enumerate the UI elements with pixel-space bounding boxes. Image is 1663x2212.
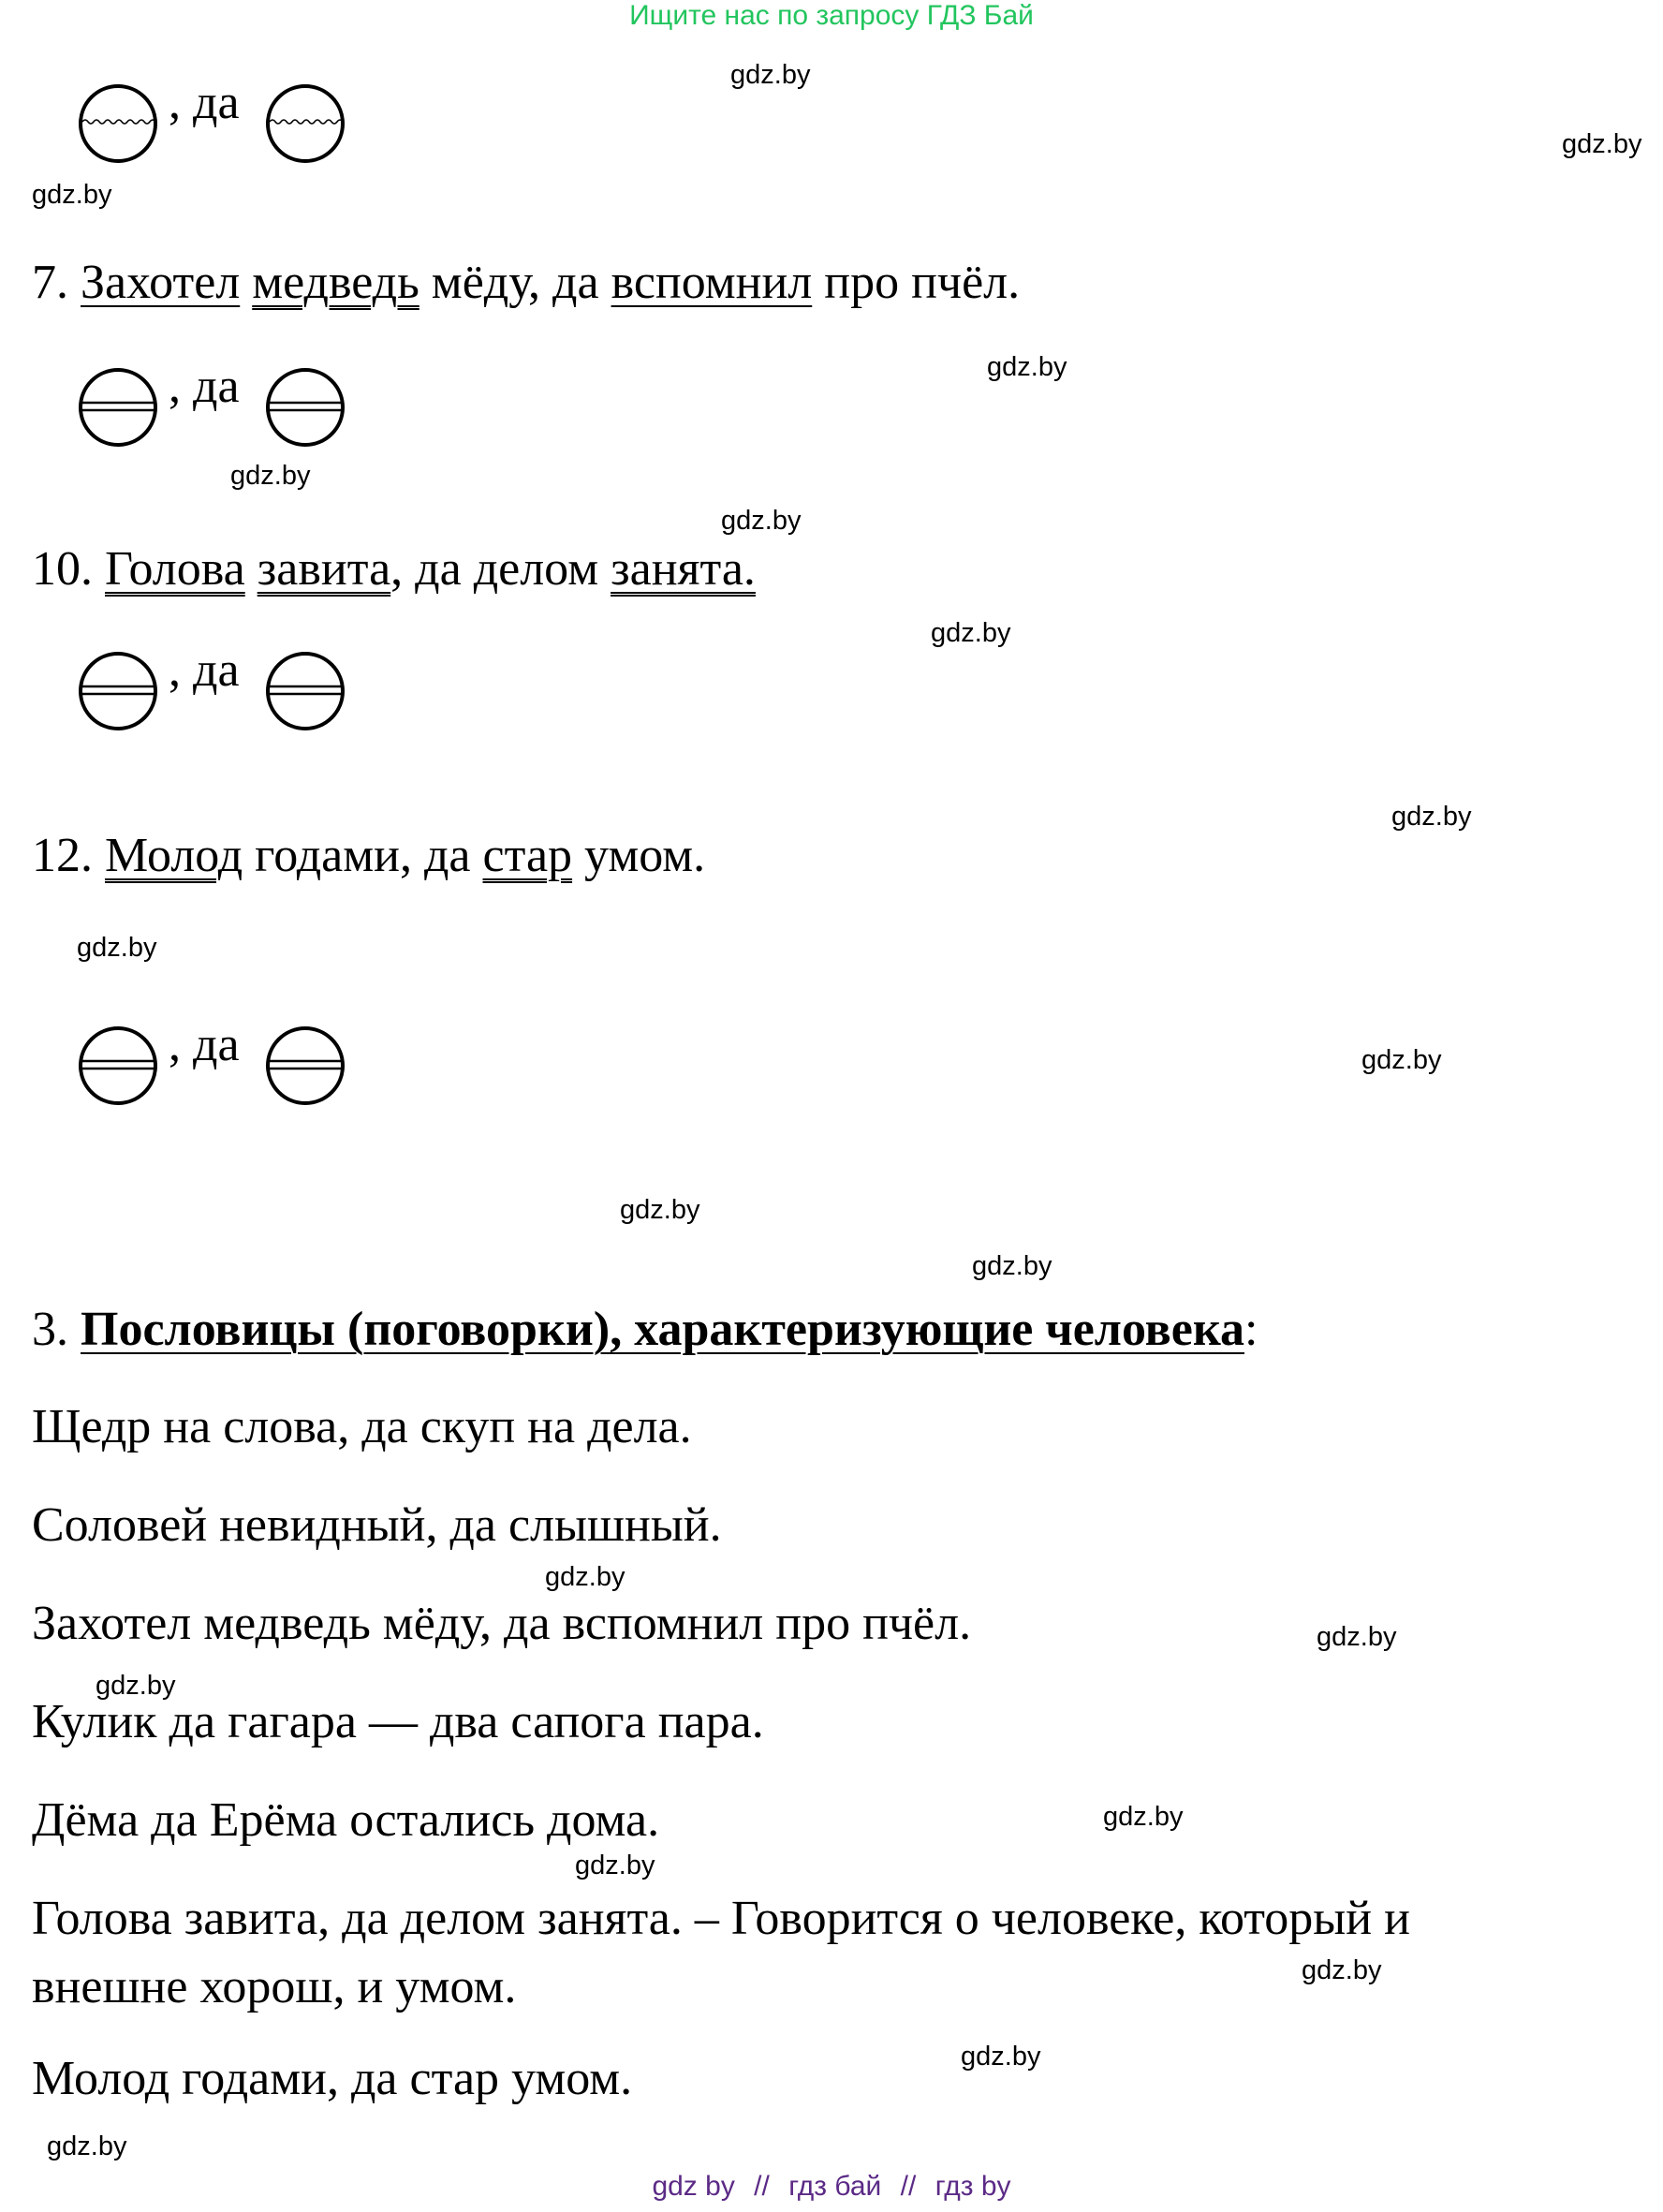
watermark: gdz.by (545, 1562, 625, 1592)
proverb-line: Молод годами, да стар умом. (32, 2052, 633, 2105)
double-line-circle-icon (71, 642, 165, 736)
predicate: стар (482, 829, 573, 882)
sentence-number: 10. (32, 542, 93, 596)
sentence-12 (32, 828, 705, 884)
plain-text: годами, да (255, 829, 471, 882)
subject: медведь (252, 256, 419, 309)
plain-text: мёду, да (431, 256, 599, 309)
watermark: gdz.by (96, 1671, 176, 1701)
double-line-circle-icon (71, 1017, 165, 1111)
footer-link-gdz-bai[interactable]: гдз бай (788, 2171, 882, 2202)
sentence-number: 12. (32, 829, 93, 882)
watermark: gdz.by (1361, 1045, 1442, 1075)
sentence-10 (32, 541, 756, 597)
footer-separator: // (754, 2171, 770, 2202)
double-line-circle-icon (71, 359, 165, 452)
double-line-circle-icon (258, 1017, 352, 1111)
footer-link-gdz-by[interactable]: gdz by (652, 2171, 735, 2202)
footer-links (0, 2171, 1663, 2203)
watermark: gdz.by (230, 461, 311, 491)
predicate: Захотел (81, 256, 241, 309)
predicate: занята. (611, 542, 756, 596)
plain-text: умом. (584, 829, 706, 882)
proverb-line: внешне хорош, и умом. (32, 1960, 517, 2013)
watermark: gdz.by (987, 352, 1067, 382)
subject: Голова (105, 542, 245, 596)
sentence-7 (32, 255, 1020, 311)
watermark: gdz.by (961, 2042, 1041, 2072)
scheme-double (71, 1017, 352, 1107)
scheme-double (71, 359, 352, 449)
wavy-circle-icon (258, 75, 352, 169)
proverb-line: Кулик да гагара — два сапога пара. (32, 1695, 764, 1748)
banner-text: Ищите нас по запросу ГДЗ Бай (629, 0, 1034, 31)
watermark: gdz.by (1103, 1802, 1184, 1832)
scheme-conjunction: , да (169, 360, 240, 413)
section-colon: : (1244, 1303, 1258, 1356)
plain-text: про пчёл. (824, 256, 1021, 309)
predicate: завита (257, 542, 391, 596)
sentence-number: 7. (32, 256, 68, 309)
scheme-wavy (71, 75, 352, 165)
proverb-line: Захотел медведь мёду, да вспомнил про пчёл. (32, 1597, 972, 1650)
predicate: вспомнил (611, 256, 813, 309)
proverb-line: Соловей невидный, да слышный. (32, 1498, 722, 1552)
subject: Молод (105, 829, 243, 882)
watermark: gdz.by (730, 60, 811, 90)
plain-text: , да делом (390, 542, 599, 596)
watermark: gdz.by (1317, 1622, 1397, 1652)
top-banner (0, 0, 1663, 32)
watermark: gdz.by (1302, 1955, 1382, 1985)
proverb-line: Голова завита, да делом занята. – Говорится о человеке, который и (32, 1892, 1410, 1945)
scheme-conjunction: , да (169, 76, 240, 129)
double-line-circle-icon (258, 642, 352, 736)
watermark: gdz.by (972, 1251, 1052, 1281)
scheme-conjunction: , да (169, 1018, 240, 1071)
footer-link-gdz-by-cyr[interactable]: гдз by (935, 2171, 1011, 2202)
watermark: gdz.by (32, 180, 112, 210)
section-number: 3. (32, 1303, 68, 1356)
watermark: gdz.by (47, 2131, 127, 2161)
watermark: gdz.by (931, 618, 1011, 648)
watermark: gdz.by (721, 506, 802, 536)
proverb-line: Щедр на слова, да скуп на дела. (32, 1400, 692, 1453)
wavy-circle-icon (71, 75, 165, 169)
section-heading (32, 1302, 1258, 1358)
section-title: Пословицы (поговорки), характеризующие человека (81, 1303, 1244, 1356)
watermark: gdz.by (1391, 802, 1472, 832)
scheme-conjunction: , да (169, 643, 240, 697)
watermark: gdz.by (575, 1851, 655, 1880)
double-line-circle-icon (258, 359, 352, 452)
proverb-line: Дёма да Ерёма остались дома. (32, 1793, 660, 1847)
watermark: gdz.by (1562, 129, 1642, 159)
footer-separator: // (900, 2171, 917, 2202)
watermark: gdz.by (620, 1195, 700, 1225)
scheme-double (71, 642, 352, 732)
watermark: gdz.by (77, 933, 157, 963)
